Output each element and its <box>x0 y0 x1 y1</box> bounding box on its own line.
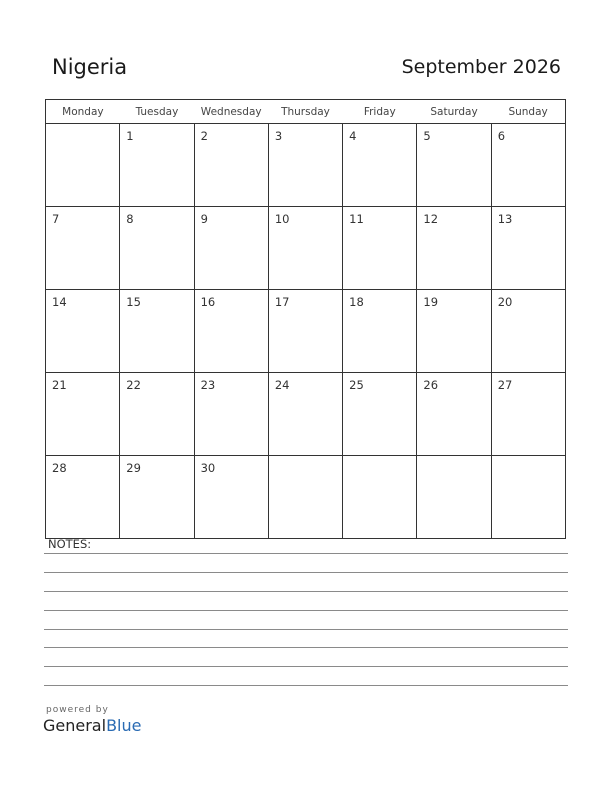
day-cell: 4 <box>343 124 417 207</box>
week-row <box>46 124 566 207</box>
note-line <box>44 666 568 667</box>
day-cell: 18 <box>343 290 417 373</box>
day-cell <box>46 124 120 207</box>
powered-by-text: powered by <box>46 705 109 715</box>
note-line <box>44 591 568 592</box>
day-cell: 6 <box>491 124 565 207</box>
week-row <box>46 207 566 290</box>
day-cell: 27 <box>491 373 565 456</box>
note-line <box>44 610 568 611</box>
note-line <box>44 572 568 573</box>
weekday-header-row <box>46 100 566 124</box>
generalblue-logo[interactable] <box>43 716 141 735</box>
day-cell: 12 <box>417 207 491 290</box>
month-year-title: September 2026 <box>401 56 561 78</box>
weekday-header: Friday <box>343 100 417 124</box>
day-cell: 5 <box>417 124 491 207</box>
day-cell: 19 <box>417 290 491 373</box>
weekday-header: Tuesday <box>120 100 194 124</box>
brand-blue: Blue <box>106 716 142 735</box>
notes-label: NOTES: <box>48 537 92 551</box>
day-cell: 26 <box>417 373 491 456</box>
weekday-header: Sunday <box>491 100 565 124</box>
week-row <box>46 290 566 373</box>
note-line <box>44 629 568 630</box>
day-cell: 7 <box>46 207 120 290</box>
day-cell: 17 <box>268 290 342 373</box>
day-cell: 25 <box>343 373 417 456</box>
day-cell: 13 <box>491 207 565 290</box>
day-cell: 30 <box>194 456 268 539</box>
day-cell: 16 <box>194 290 268 373</box>
day-cell: 10 <box>268 207 342 290</box>
weekday-header: Thursday <box>268 100 342 124</box>
calendar-grid <box>45 99 566 539</box>
note-line <box>44 685 568 686</box>
day-cell: 20 <box>491 290 565 373</box>
day-cell: 3 <box>268 124 342 207</box>
day-cell <box>417 456 491 539</box>
note-line <box>44 647 568 648</box>
day-cell: 22 <box>120 373 194 456</box>
week-row <box>46 456 566 539</box>
day-cell: 29 <box>120 456 194 539</box>
country-title: Nigeria <box>52 55 128 79</box>
weekday-header: Monday <box>46 100 120 124</box>
day-cell: 15 <box>120 290 194 373</box>
day-cell: 9 <box>194 207 268 290</box>
day-cell: 1 <box>120 124 194 207</box>
day-cell: 28 <box>46 456 120 539</box>
weekday-header: Wednesday <box>194 100 268 124</box>
brand-general: General <box>43 716 107 735</box>
day-cell: 21 <box>46 373 120 456</box>
note-line <box>44 553 568 554</box>
day-cell: 14 <box>46 290 120 373</box>
day-cell: 23 <box>194 373 268 456</box>
weekday-header: Saturday <box>417 100 491 124</box>
day-cell <box>491 456 565 539</box>
week-row <box>46 373 566 456</box>
day-cell <box>343 456 417 539</box>
day-cell <box>268 456 342 539</box>
day-cell: 24 <box>268 373 342 456</box>
day-cell: 11 <box>343 207 417 290</box>
day-cell: 2 <box>194 124 268 207</box>
day-cell: 8 <box>120 207 194 290</box>
